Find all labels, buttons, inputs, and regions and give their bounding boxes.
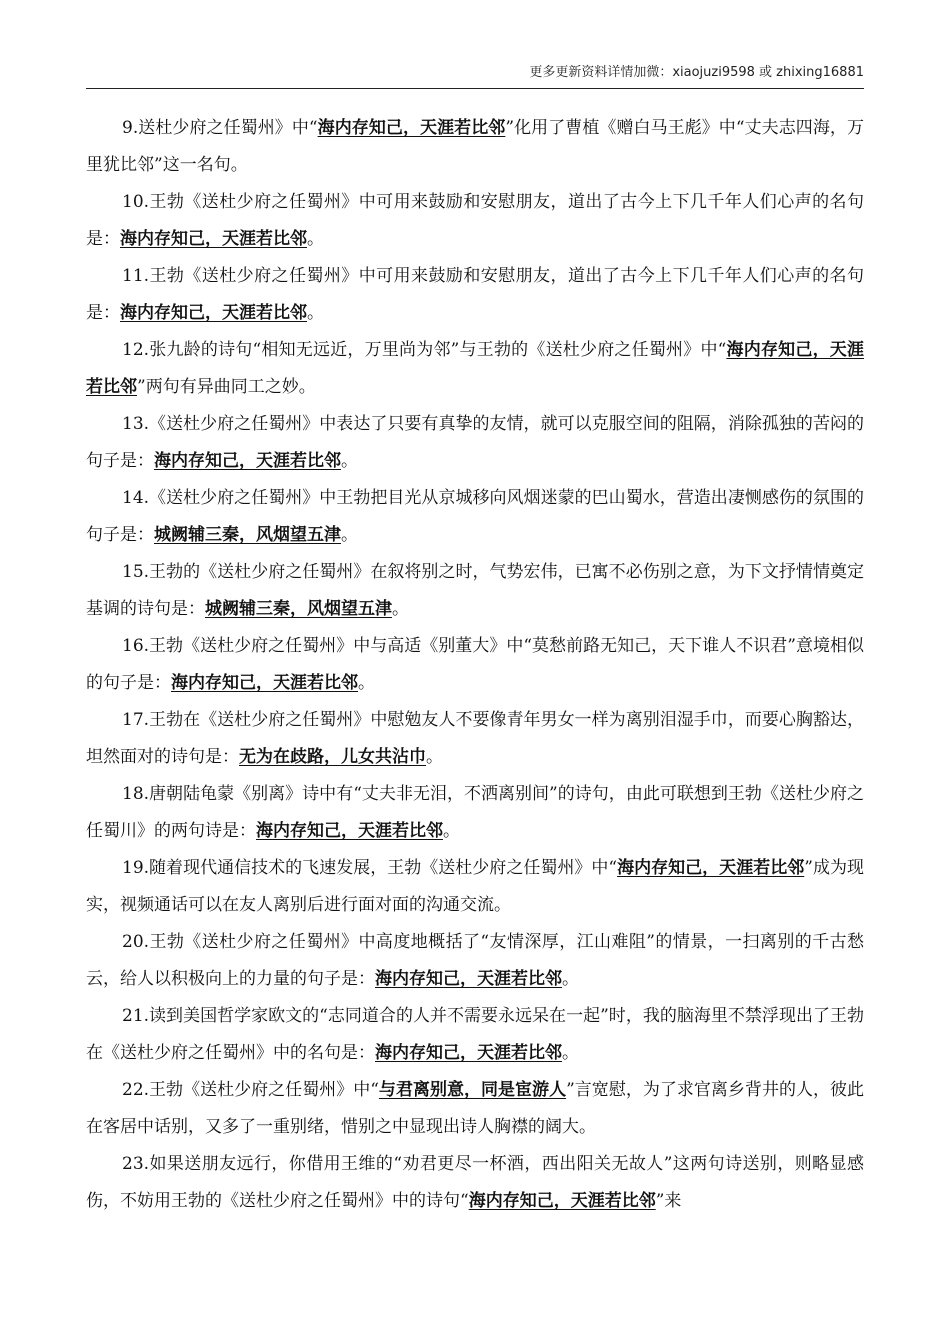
item-text: 10.王勃《送杜少府之任蜀州》中可用来鼓励和安慰朋友，道出了古今上下几千年人们心声的名句是： xyxy=(86,192,864,249)
item-text: 9.送杜少府之任蜀州》中“ xyxy=(122,118,318,138)
item-answer: 海内存知己，天涯若比邻 xyxy=(375,1043,562,1063)
item-text-tail: 。 xyxy=(341,451,358,471)
item-answer: 海内存知己，天涯若比邻 xyxy=(86,340,864,397)
item-answer: 城阙辅三秦，风烟望五津 xyxy=(154,525,341,545)
item-answer: 海内存知己，天涯若比邻 xyxy=(154,451,341,471)
item-text-tail: 。 xyxy=(443,821,460,841)
item-text: 22.王勃《送杜少府之任蜀州》中“ xyxy=(122,1080,379,1100)
list-item xyxy=(86,258,864,332)
item-text-tail: 。 xyxy=(307,303,324,323)
item-text: 15.王勃的《送杜少府之任蜀州》在叙将别之时，气势宏伟，已寓不必伤别之意，为下文抒情情奠定基调的诗句是： xyxy=(86,562,864,619)
item-text-tail: ”言宽慰，为了求官离乡背井的人，彼此在客居中话别，又多了一重别绪，惜别之中显现出诗人胸襟的阔大。 xyxy=(86,1080,865,1137)
item-answer: 海内存知己，天涯若比邻 xyxy=(317,118,506,138)
item-answer: 海内存知己，天涯若比邻 xyxy=(120,303,307,323)
item-text: 12.张九龄的诗句“相知无远近，万里尚为邻”与王勃的《送杜少府之任蜀州》中“ xyxy=(122,340,727,360)
list-item xyxy=(86,480,864,554)
item-text: 14.《送杜少府之任蜀州》中王勃把目光从京城移向风烟迷蒙的巴山蜀水，营造出凄恻感伤的氛围的句子是： xyxy=(86,488,864,545)
document-body xyxy=(86,110,864,1220)
list-item xyxy=(86,406,864,480)
item-text-tail: 。 xyxy=(392,599,409,619)
item-text-tail: 。 xyxy=(562,969,579,989)
list-item xyxy=(86,702,864,776)
item-text: 16.王勃《送杜少府之任蜀州》中与高适《别董大》中“莫愁前路无知己，天下谁人不识君”意境相似的句子是： xyxy=(86,636,864,693)
item-text: 20.王勃《送杜少府之任蜀州》中高度地概括了“友情深厚，江山难阻”的情景，一扫离别的千古愁云，给人以积极向上的力量的句子是： xyxy=(86,932,864,989)
item-text-tail: 。 xyxy=(358,673,375,693)
item-text-tail: 。 xyxy=(426,747,443,767)
list-item xyxy=(86,332,864,406)
item-text: 13.《送杜少府之任蜀州》中表达了只要有真挚的友情，就可以克服空间的阻隔，消除孤独的苦闷的句子是： xyxy=(86,414,864,471)
item-text-tail: 。 xyxy=(341,525,358,545)
item-text-tail: ”成为现实，视频通话可以在友人离别后进行面对面的沟通交流。 xyxy=(86,858,864,915)
item-text: 23.如果送朋友远行，你借用王维的“劝君更尽一杯酒，西出阳关无故人”这两句诗送别，则略显感伤，不妨用王勃的《送杜少府之任蜀州》中的诗句“ xyxy=(86,1154,864,1211)
item-text-tail: ”两句有异曲同工之妙。 xyxy=(137,377,316,397)
item-answer: 海内存知己，天涯若比邻 xyxy=(468,1191,656,1211)
item-answer: 海内存知己，天涯若比邻 xyxy=(120,229,307,249)
item-text-tail: 。 xyxy=(307,229,324,249)
item-answer: 城阙辅三秦，风烟望五津 xyxy=(205,599,392,619)
list-item xyxy=(86,110,864,184)
item-text-tail: ”来 xyxy=(655,1191,682,1211)
list-item xyxy=(86,554,864,628)
item-text: 18.唐朝陆龟蒙《别离》诗中有“丈夫非无泪，不洒离别间”的诗句，由此可联想到王勃《送杜少府之任蜀川》的两句诗是： xyxy=(86,784,864,841)
item-text-tail: ”化用了曹植《赠白马王彪》中“丈夫志四海，万里犹比邻”这一名句。 xyxy=(86,118,864,175)
page-header xyxy=(86,62,864,89)
list-item xyxy=(86,776,864,850)
list-item xyxy=(86,850,864,924)
item-text: 17.王勃在《送杜少府之任蜀州》中慰勉友人不要像青年男女一样为离别泪湿手巾，而要心胸豁达，坦然面对的诗句是： xyxy=(86,710,864,767)
item-text: 19.随着现代通信技术的飞速发展，王勃《送杜少府之任蜀州》中“ xyxy=(122,858,618,878)
list-item xyxy=(86,1072,864,1146)
item-answer: 与君离别意，同是宦游人 xyxy=(378,1080,567,1100)
item-answer: 海内存知己，天涯若比邻 xyxy=(375,969,562,989)
item-answer: 海内存知己，天涯若比邻 xyxy=(256,821,443,841)
item-text-tail: 。 xyxy=(562,1043,579,1063)
header-text: 更多更新资料详情加微：xiaojuzi9598 或 zhixing16881 xyxy=(529,65,864,80)
list-item xyxy=(86,998,864,1072)
item-text: 21.读到美国哲学家欧文的“志同道合的人并不需要永远呆在一起”时，我的脑海里不禁浮现出了王勃在《送杜少府之任蜀州》中的名句是： xyxy=(86,1006,864,1063)
item-answer: 海内存知己，天涯若比邻 xyxy=(617,858,805,878)
list-item xyxy=(86,628,864,702)
list-item xyxy=(86,924,864,998)
list-item xyxy=(86,184,864,258)
item-text: 11.王勃《送杜少府之任蜀州》中可用来鼓励和安慰朋友，道出了古今上下几千年人们心声的名句是： xyxy=(86,266,864,323)
list-item xyxy=(86,1146,864,1220)
item-answer: 无为在歧路，儿女共沾巾 xyxy=(239,747,426,767)
item-answer: 海内存知己，天涯若比邻 xyxy=(171,673,358,693)
